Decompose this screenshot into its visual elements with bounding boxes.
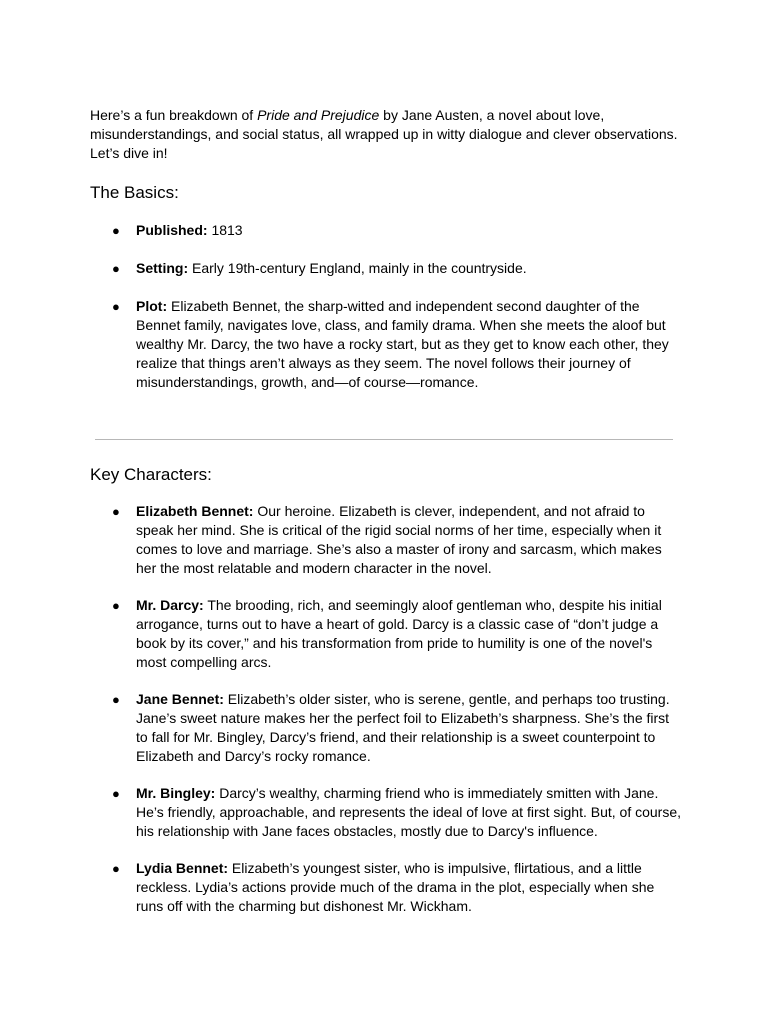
item-label: Mr. Darcy:	[136, 597, 204, 613]
item-text: Elizabeth’s youngest sister, who is impulsive, flirtatious, and a little reckless. Lydia’s actions provide much of the drama in the plot, especially when she runs off with the charming but dishonest Mr. Wickham.	[136, 860, 655, 914]
character-item-elizabeth	[90, 502, 681, 578]
character-item-lydia	[90, 859, 681, 916]
item-label: Elizabeth Bennet:	[136, 503, 254, 519]
item-label: Jane Bennet:	[136, 691, 224, 707]
item-text: 1813	[207, 222, 243, 238]
character-item-bingley	[90, 784, 681, 841]
basics-item-setting	[90, 259, 681, 278]
basics-item-plot	[90, 297, 681, 392]
item-label: Setting:	[136, 260, 189, 276]
item-label: Lydia Bennet:	[136, 860, 229, 876]
bullet-icon: ●	[112, 692, 120, 707]
character-item-darcy	[90, 596, 681, 672]
bullet-icon: ●	[112, 261, 120, 276]
item-text: Early 19th-century England, mainly in the countryside.	[188, 260, 527, 276]
basics-list	[90, 221, 678, 392]
item-text: Our heroine. Elizabeth is clever, independent, and not afraid to speak her mind. She is critical of the rigid social norms of her time, especially when it comes to love and marriage. She’s also a master of irony and sarcasm, which makes her the most relatable and modern character in the novel.	[136, 503, 662, 576]
item-text: Elizabeth Bennet, the sharp-witted and independent second daughter of the Bennet family, navigates love, class, and family drama. When she meets the aloof but wealthy Mr. Darcy, the two have a rocky start, but as they get to know each other, they realize that things aren’t always as they seem. The novel follows their journey of misunderstandings, growth, and—of course—romance.	[136, 298, 669, 390]
bullet-icon: ●	[112, 786, 120, 801]
intro-text-after: by Jane Austen, a novel about love, misunderstandings, and social status, all wrapped up in witty dialogue and clever observations. Let’s dive in!	[90, 107, 678, 161]
item-text: The brooding, rich, and seemingly aloof gentleman who, despite his initial arrogance, turns out to have a heart of gold. Darcy is a classic case of “don’t judge a book by its cover,” and his transformation from pride to humility is one of the novel's most compelling arcs.	[136, 597, 662, 670]
item-text: Darcy’s wealthy, charming friend who is immediately smitten with Jane. He’s friendly, approachable, and represents the ideal of love at first sight. But, of course, his relationship with Jane faces obstacles, mostly due to Darcy's influence.	[136, 785, 682, 839]
item-label: Plot:	[136, 298, 168, 314]
section-divider	[95, 439, 673, 440]
characters-heading: Key Characters:	[90, 465, 212, 484]
book-title: Pride and Prejudice	[257, 107, 380, 123]
bullet-icon: ●	[112, 861, 120, 876]
characters-list	[90, 502, 682, 916]
intro-text-before: Here’s a fun breakdown of	[90, 107, 258, 123]
character-item-jane	[90, 690, 681, 766]
basics-heading: The Basics:	[90, 183, 179, 202]
basics-item-published	[90, 221, 681, 240]
bullet-icon: ●	[112, 223, 120, 238]
item-label: Mr. Bingley:	[136, 785, 216, 801]
bullet-icon: ●	[112, 504, 120, 519]
bullet-icon: ●	[112, 299, 120, 314]
item-label: Published:	[136, 222, 208, 238]
item-text: Elizabeth’s older sister, who is serene, gentle, and perhaps too trusting. Jane’s sweet nature makes her the perfect foil to Elizabeth’s sharpness. She’s the first to fall for Mr. Bingley, Darcy’s friend, and their relationship is a sweet counterpoint to Elizabeth and Darcy’s rocky romance.	[136, 691, 670, 764]
intro-paragraph	[90, 106, 680, 163]
bullet-icon: ●	[112, 598, 120, 613]
